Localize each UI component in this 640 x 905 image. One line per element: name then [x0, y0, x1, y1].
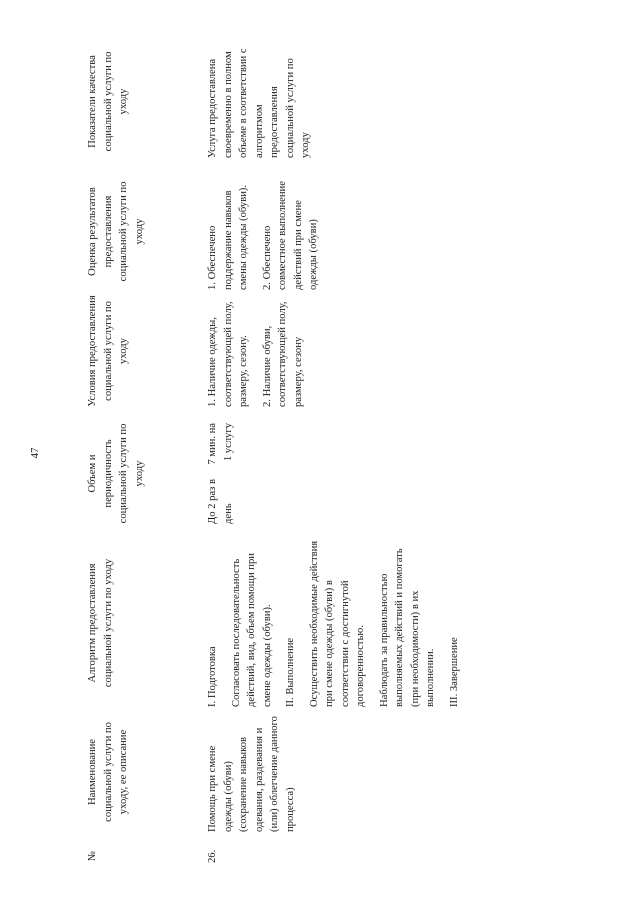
header-service-name: Наименование социальной услуги по уходу, ее описание	[87, 722, 129, 822]
cell-evaluation	[205, 173, 330, 290]
algorithm-step-agree: Согласовать последовательность действий, вид, объем помощи при смене одежды (обуви).	[230, 553, 273, 707]
header-algorithm: Алгоритм предоставления социальной услуги по уходу	[87, 558, 114, 688]
header-number: №	[87, 850, 98, 862]
column-volume	[0, 423, 640, 524]
condition-shoes: 2. Наличие обуви, соответствующей полу, размеру, сезону	[261, 301, 304, 407]
cell-service-name: Помощь при смене одежды (обуви) (сохранение навыков одевания, раздевания и (или) облегчение данного процесса)	[207, 716, 296, 832]
evaluation-skills: 1. Обеспечено поддержание навыков смены одежды (обуви).	[207, 184, 249, 290]
column-quality	[0, 45, 640, 158]
algorithm-step-prepare: I. Подготовка	[207, 646, 218, 707]
evaluation-joint: 2. Обеспечено совместное выполнение действий при смене одежды (обуви)	[261, 181, 319, 290]
header-conditions: Условия предоставления социальной услуги по уходу	[87, 295, 129, 407]
cell-row-number: 26.	[207, 849, 218, 863]
algorithm-step-finish: III. Завершение	[448, 637, 460, 707]
cell-conditions	[205, 295, 314, 407]
header-evaluation: Оценка результатов предоставления социальной услуги по уходу	[87, 181, 145, 282]
column-service-name	[0, 712, 640, 832]
column-number	[0, 849, 640, 863]
column-conditions	[0, 295, 640, 407]
cell-algorithm	[205, 539, 470, 707]
column-evaluation	[0, 173, 640, 290]
cell-quality: Услуга предоставлена своевременно в полном объеме в соответствии с алгоритмом предоставления социальной услуги по уходу	[207, 48, 311, 158]
volume-duration: 7 мин. на 1 услугу	[207, 423, 234, 465]
algorithm-step-perform: Осуществить необходимые действия при смене одежды (обуви) в соответствии с достигнутой договоренностью.	[308, 540, 366, 707]
page-number: 47	[29, 447, 41, 459]
cell-volume	[205, 423, 236, 524]
column-algorithm	[0, 539, 640, 707]
header-quality: Показатели качества социальной услуги по уходу	[87, 51, 129, 152]
header-volume: Объем и периодичность социальной услуги по уходу	[87, 423, 145, 524]
condition-clothes: 1. Наличие одежды, соответствующей полу, размеру, сезону.	[207, 301, 249, 407]
volume-times: До 2 раз в день	[207, 479, 234, 524]
algorithm-step-execute: II. Выполнение	[285, 637, 296, 707]
algorithm-step-observe: Наблюдать за правильностью выполняемых действий и помогать (при необходимости) в их выполнении.	[378, 548, 436, 707]
